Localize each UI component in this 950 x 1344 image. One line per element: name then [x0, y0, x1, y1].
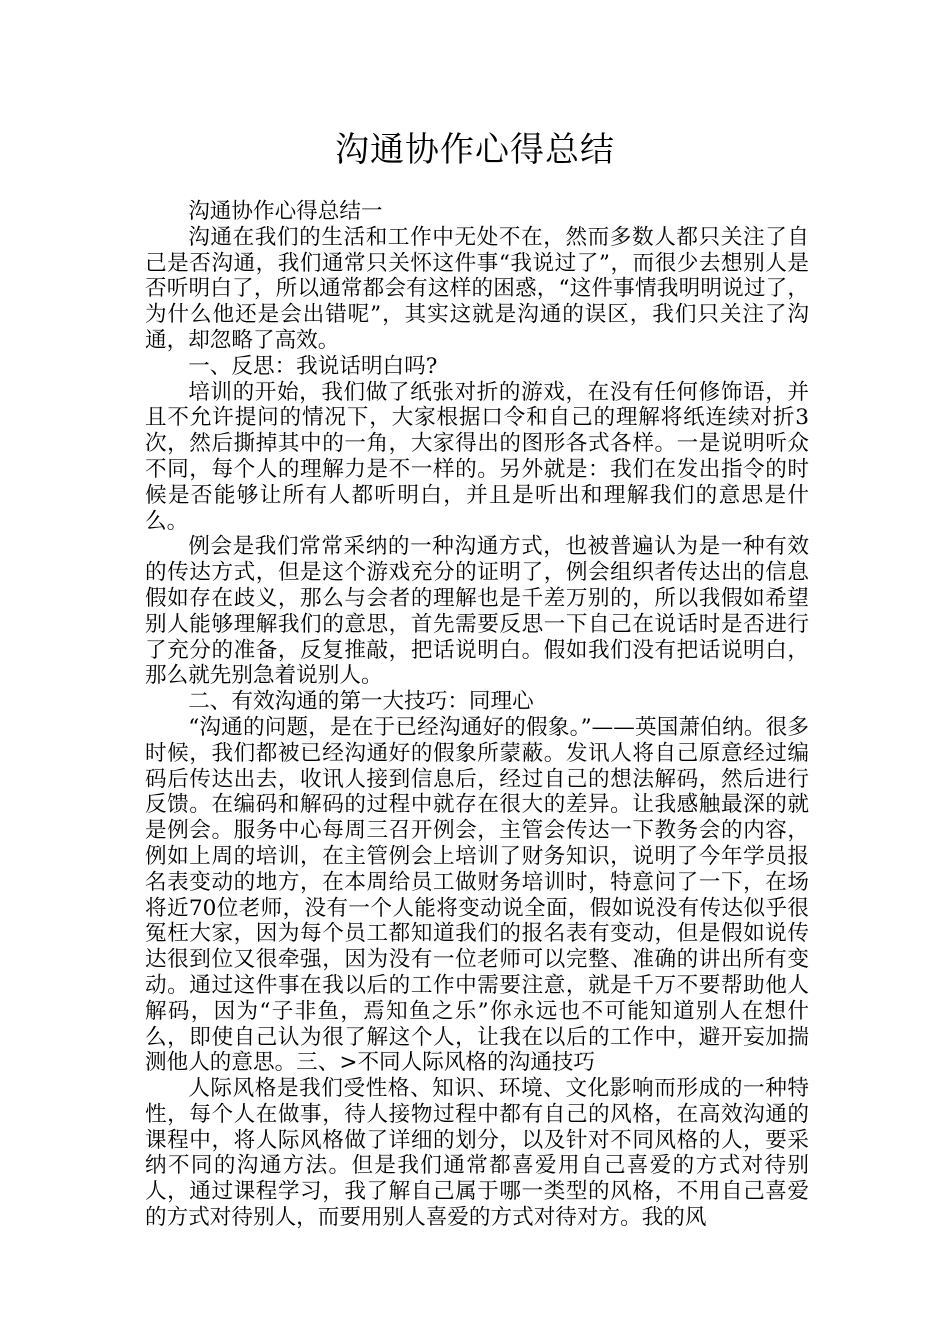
section-heading: 一、反思：我说话明白吗?: [188, 353, 438, 379]
section-heading: 沟通协作心得总结一: [188, 199, 383, 224]
paragraph: 沟通在我们的生活和工作中无处不在，然而多数人都只关注了自己是否沟通，我们通常只关怀这件事“我说过了”，而很少去想别人是否听明白了，所以通常都会有这样的困惑，“这件事情我明明说过了，为什么他还是会出错呢”，其实这就是沟通的误区，我们只关注了沟通，却忽略了高效。: [145, 224, 809, 353]
paragraph: 人际风格是我们受性格、知识、环境、文化影响而形成的一种特性，每个人在做事，待人接物过程中都有自己的风格，在高效沟通的课程中，将人际风格做了详细的划分，以及针对不同风格的人，要采纳不同的沟通方法。但是我们通常都喜爱用自己喜爱的方式对待别人，通过课程学习，我了解自己属于哪一类型的风格，不用自己喜爱的方式对待别人，而要用别人喜爱的方式对待对方。我的风: [145, 1076, 809, 1231]
paragraph: 培训的开始，我们做了纸张对折的游戏，在没有任何修饰语，并且不允许提问的情况下，大家根据口令和自己的理解将纸连续对折3次，然后撕掉其中的一角，大家得出的图形各式各样。一是说明听众不同，每个人的理解力是不一样的。另外就是：我们在发出指令的时候是否能够让所有人都听明白，并且是听出和理解我们的意思是什么。: [145, 379, 809, 534]
document-body: [145, 199, 809, 1231]
paragraph: “沟通的问题，是在于已经沟通好的假象。”——英国萧伯纳。很多时候，我们都被已经沟通好的假象所蒙蔽。发讯人将自己原意经过编码后传达出去，收讯人接到信息后，经过自己的想法解码，然后进行反馈。在编码和解码的过程中就存在很大的差异。让我感触最深的就是例会。服务中心每周三召开例会，主管会传达一下教务会的内容，例如上周的培训，在主管例会上培训了财务知识，说明了今年学员报名表变动的地方，在本周给员工做财务培训时，特意问了一下，在场将近70位老师，没有一个人能将变动说全面，假如说没有传达似乎很冤枉大家，因为每个员工都知道我们的报名表有变动，但是假如说传达很到位又很牵强，因为没有一位老师可以完整、准确的讲出所有变动。通过这件事在我以后的工作中需要注意，就是千万不要帮助他人解码，因为“子非鱼，焉知鱼之乐”你永远也不可能知道别人在想什么，即使自己认为很了解这个人，让我在以后的工作中，避开妄加揣测他人的意思。三、>不同人际风格的沟通技巧: [145, 714, 809, 1076]
section-heading: 二、有效沟通的第一大技巧：同理心: [188, 689, 534, 715]
document-title: 沟通协作心得总结: [335, 130, 615, 170]
paragraph: 例会是我们常常采纳的一种沟通方式，也被普遍认为是一种有效的传达方式，但是这个游戏充分的证明了，例会组织者传达出的信息假如存在歧义，那么与会者的理解也是千差万别的，所以我假如希望别人能够理解我们的意思，首先需要反思一下自己在说话时是否进行了充分的准备，反复推敲，把话说明白。假如我们没有把话说明白，那么就先别急着说别人。: [145, 534, 809, 689]
